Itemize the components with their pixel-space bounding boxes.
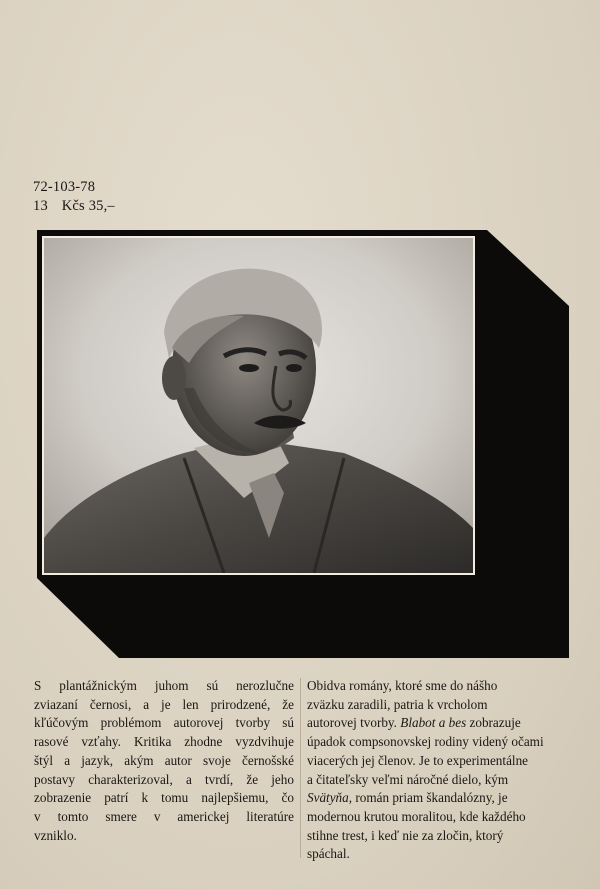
left-line-3: kľúčovým problémom autorovej tvorby sú <box>34 715 294 731</box>
right-line-9: stihne trest, i keď nie za zločin, ktorý <box>307 827 504 843</box>
right-line-10: spáchal. <box>307 846 350 862</box>
left-line-2: zviazaní černosi, a je len prirodzené, že <box>34 696 294 712</box>
right-line-2: zväzku zaradili, patria k vrcholom <box>307 696 488 712</box>
right-line-3-end: zobrazuje <box>469 715 521 731</box>
right-line-4: úpadok compsonovskej rodiny videný očami <box>307 734 544 750</box>
catalog-price-row <box>33 197 125 216</box>
left-line-7: zobrazenie patrí k tomu najlepšiemu, čo <box>34 790 294 806</box>
right-line-7-end: román priam škandalózny, je <box>355 790 508 806</box>
catalog-price-block <box>33 178 125 216</box>
author-portrait-photo <box>42 236 475 575</box>
left-blurb-column <box>34 677 294 845</box>
column-divider <box>300 678 301 858</box>
catalog-code: 72-103-78 <box>33 179 96 195</box>
right-line-5: viacerých jej členov. Je to experimentálne <box>307 752 529 768</box>
price-label: Kčs 35,– <box>61 198 115 214</box>
left-line-8: v tomto smere v americkej literatúre <box>34 808 294 824</box>
right-line-7 <box>307 789 569 808</box>
right-line-8: modernou krutou moralitou, kde každého <box>307 808 526 824</box>
portrait-illustration <box>44 238 473 573</box>
book-title-blabot-a-bes: Blabot a bes <box>400 715 467 731</box>
right-line-1: Obidva romány, ktoré sme do nášho <box>307 678 498 693</box>
left-line-9: vzniklo. <box>34 827 77 843</box>
right-line-3-start: autorovej tvorby. <box>307 715 397 731</box>
book-title-svatyna: Svätyňa, <box>307 790 353 806</box>
right-blurb-column <box>307 677 569 864</box>
catalog-number: 13 <box>33 198 48 214</box>
right-line-3 <box>307 714 569 733</box>
left-line-5: štýl a jazyk, akým autor svoje černošské <box>34 752 294 768</box>
left-line-1: S plantážnickým juhom sú nerozlučne <box>34 678 294 693</box>
left-line-6: postavy charakterizoval, a tvrdí, že jeho <box>34 771 294 787</box>
right-line-6: a čitateľsky veľmi náročné dielo, kým <box>307 771 509 787</box>
left-line-4: rasové vzťahy. Kritika zhodne vyzdvihuje <box>34 734 294 750</box>
